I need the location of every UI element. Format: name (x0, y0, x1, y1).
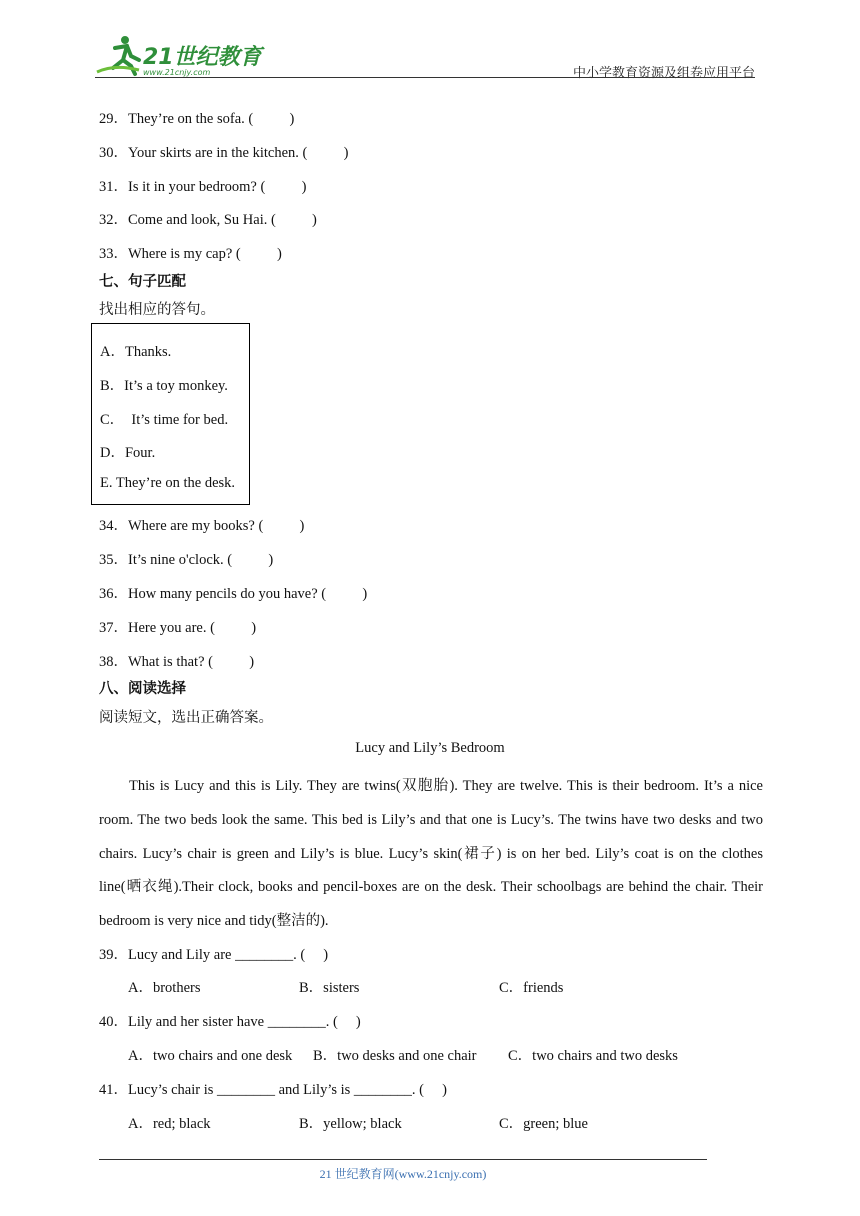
option-d: D．Four. (100, 445, 156, 461)
passage-title: Lucy and Lily’s Bedroom (355, 740, 505, 756)
section-7-instruction: 找出相应的答句。 (99, 302, 215, 318)
option-e: E. They’re on the desk. (100, 475, 236, 491)
question-35: 35．It’s nine o'clock. ( ) (99, 552, 274, 568)
footer-divider (99, 1159, 707, 1160)
section-7-title: 七、句子匹配 (99, 274, 186, 290)
question-41-choice-b: B．yellow; black (299, 1116, 402, 1132)
option-c: C． It’s time for bed. (100, 412, 229, 428)
question-34: 34．Where are my books? ( ) (99, 518, 305, 534)
question-37: 37．Here you are. ( ) (99, 620, 257, 636)
question-40-choice-b: B．two desks and one chair (313, 1048, 477, 1064)
section-8-instruction: 阅读短文，选出正确答案。 (99, 710, 273, 726)
question-31: 31．Is it in your bedroom? ( ) (99, 179, 307, 195)
question-39-choice-c: C．friends (499, 980, 564, 996)
question-41: 41．Lucy’s chair is ________ and Lily’s is ________. ( ) (99, 1082, 447, 1098)
option-b: B．It’s a toy monkey. (100, 378, 228, 394)
question-33: 33．Where is my cap? ( ) (99, 246, 282, 262)
question-40-choice-a: A．two chairs and one desk (128, 1048, 293, 1064)
option-a: A．Thanks. (100, 344, 172, 360)
page-header (95, 34, 755, 82)
question-38: 38．What is that? ( ) (99, 654, 255, 670)
question-40: 40．Lily and her sister have ________. ( ) (99, 1014, 361, 1030)
question-29: 29．They’re on the sofa. ( ) (99, 111, 295, 127)
header-platform-text: 中小学教育资源及组卷应用平台 (572, 66, 755, 81)
answer-options-box (91, 323, 250, 505)
question-30: 30．Your skirts are in the kitchen. ( ) (99, 145, 349, 161)
question-41-choice-c: C．green; blue (499, 1116, 588, 1132)
question-40-choice-c: C．two chairs and two desks (508, 1048, 678, 1064)
question-36: 36．How many pencils do you have? ( ) (99, 586, 368, 602)
question-41-choice-a: A．red; black (128, 1116, 211, 1132)
svg-text:21世纪教育: 21世纪教育 (143, 45, 262, 70)
svg-text:www.21cnjy.com: www.21cnjy.com (143, 68, 211, 77)
question-39-choice-b: B．sisters (299, 980, 360, 996)
question-39: 39．Lucy and Lily are ________. ( ) (99, 947, 329, 963)
header-divider (95, 77, 755, 78)
footer-link[interactable]: 21 世纪教育网(www.21cnjy.com) (319, 1167, 487, 1181)
question-32: 32．Come and look, Su Hai. ( ) (99, 212, 317, 228)
reading-passage: This is Lucy and this is Lily. They are twins(双胞胎). They are twelve. This is their bedroom. It’s a nice room. The two beds look the same. This bed is Lily’s and that one is Lucy’s. The twins have two desks and two chairs. Lucy’s chair is green and Lily’s is blue. Lucy’s skin(裙子) is on her bed. Lily’s coat is on the clothes line(晒衣绳).Their clock, books and pencil-boxes are on the desk. Their schoolbags are behind the chair. Their bedroom is very nice and tidy(整洁的). (99, 778, 763, 930)
site-logo (95, 34, 275, 78)
section-8-title: 八、阅读选择 (99, 681, 186, 697)
question-39-choice-a: A．brothers (128, 980, 201, 996)
